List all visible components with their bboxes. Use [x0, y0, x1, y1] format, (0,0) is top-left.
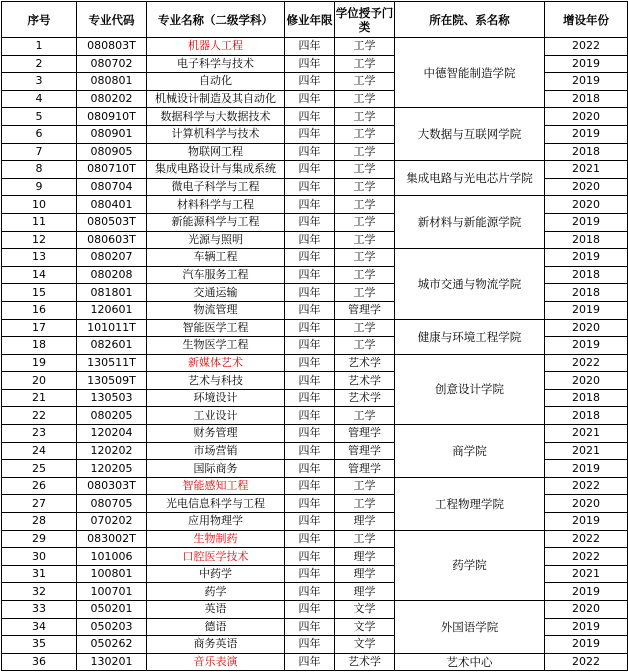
year-added-cell: 2022 — [545, 653, 628, 671]
degree-category-cell: 理学 — [335, 565, 395, 583]
serial-number-cell: 7 — [2, 143, 77, 161]
study-years-cell: 四年 — [285, 266, 335, 284]
study-years-cell: 四年 — [285, 601, 335, 619]
major-code-cell: 120601 — [77, 301, 147, 319]
year-added-cell: 2018 — [545, 231, 628, 249]
major-code-cell: 082601 — [77, 337, 147, 355]
year-added-cell: 2019 — [545, 301, 628, 319]
study-years-cell: 四年 — [285, 530, 335, 548]
year-added-cell: 2018 — [545, 389, 628, 407]
study-years-cell: 四年 — [285, 442, 335, 460]
study-years-cell: 四年 — [285, 249, 335, 267]
year-added-cell: 2020 — [545, 601, 628, 619]
major-code-cell: 050262 — [77, 636, 147, 654]
year-added-cell: 2019 — [545, 73, 628, 91]
serial-number-cell: 15 — [2, 284, 77, 302]
table-row — [2, 38, 628, 56]
degree-category-cell: 工学 — [335, 249, 395, 267]
study-years-cell: 四年 — [285, 301, 335, 319]
major-name-cell: 数据科学与大数据技术 — [147, 108, 285, 126]
degree-category-cell: 工学 — [335, 178, 395, 196]
serial-number-cell: 5 — [2, 108, 77, 126]
major-code-cell: 083002T — [77, 530, 147, 548]
department-cell: 集成电路与光电芯片学院 — [395, 161, 545, 196]
serial-number-cell: 22 — [2, 407, 77, 425]
table-row — [2, 108, 628, 126]
study-years-cell: 四年 — [285, 196, 335, 214]
major-code-cell: 080208 — [77, 266, 147, 284]
major-code-cell: 080205 — [77, 407, 147, 425]
study-years-cell: 四年 — [285, 460, 335, 478]
year-added-cell: 2022 — [545, 354, 628, 372]
degree-category-cell: 工学 — [335, 90, 395, 108]
year-added-cell: 2021 — [545, 565, 628, 583]
year-added-cell: 2022 — [545, 38, 628, 56]
major-code-cell: 050201 — [77, 601, 147, 619]
year-added-cell: 2022 — [545, 548, 628, 566]
year-added-cell: 2019 — [545, 337, 628, 355]
major-name-cell: 汽车服务工程 — [147, 266, 285, 284]
degree-category-cell: 工学 — [335, 143, 395, 161]
table-body — [2, 38, 628, 671]
serial-number-cell: 25 — [2, 460, 77, 478]
header-major-code: 专业代码 — [77, 2, 147, 38]
serial-number-cell: 18 — [2, 337, 77, 355]
major-name-cell: 机械设计制造及其自动化 — [147, 90, 285, 108]
major-name-cell: 光电信息科学与工程 — [147, 495, 285, 513]
major-name-cell: 音乐表演 — [147, 653, 285, 671]
serial-number-cell: 13 — [2, 249, 77, 267]
major-name-cell: 智能感知工程 — [147, 477, 285, 495]
study-years-cell: 四年 — [285, 161, 335, 179]
year-added-cell: 2021 — [545, 442, 628, 460]
study-years-cell: 四年 — [285, 477, 335, 495]
serial-number-cell: 27 — [2, 495, 77, 513]
major-code-cell: 080603T — [77, 231, 147, 249]
header-serial-number: 序号 — [2, 2, 77, 38]
study-years-cell: 四年 — [285, 108, 335, 126]
major-name-cell: 工业设计 — [147, 407, 285, 425]
year-added-cell: 2021 — [545, 161, 628, 179]
department-cell: 商学院 — [395, 425, 545, 478]
major-code-cell: 130201 — [77, 653, 147, 671]
major-name-cell: 光源与照明 — [147, 231, 285, 249]
major-name-cell: 材料科学与工程 — [147, 196, 285, 214]
degree-category-cell: 管理学 — [335, 460, 395, 478]
serial-number-cell: 8 — [2, 161, 77, 179]
major-code-cell: 120204 — [77, 425, 147, 443]
major-code-cell: 080910T — [77, 108, 147, 126]
year-added-cell: 2019 — [545, 618, 628, 636]
degree-category-cell: 管理学 — [335, 442, 395, 460]
degree-category-cell: 工学 — [335, 477, 395, 495]
study-years-cell: 四年 — [285, 636, 335, 654]
serial-number-cell: 16 — [2, 301, 77, 319]
study-years-cell: 四年 — [285, 513, 335, 531]
major-name-cell: 商务英语 — [147, 636, 285, 654]
major-name-cell: 生物医学工程 — [147, 337, 285, 355]
table-row — [2, 653, 628, 671]
major-code-cell: 080503T — [77, 213, 147, 231]
year-added-cell: 2019 — [545, 213, 628, 231]
major-code-cell: 080901 — [77, 125, 147, 143]
major-code-cell: 080702 — [77, 55, 147, 73]
degree-category-cell: 工学 — [335, 196, 395, 214]
study-years-cell: 四年 — [285, 73, 335, 91]
degree-category-cell: 工学 — [335, 73, 395, 91]
degree-category-cell: 理学 — [335, 583, 395, 601]
major-name-cell: 艺术与科技 — [147, 372, 285, 390]
major-name-cell: 物流管理 — [147, 301, 285, 319]
serial-number-cell: 14 — [2, 266, 77, 284]
department-cell: 大数据与互联网学院 — [395, 108, 545, 161]
major-code-cell: 080303T — [77, 477, 147, 495]
degree-category-cell: 管理学 — [335, 301, 395, 319]
degree-category-cell: 文学 — [335, 636, 395, 654]
serial-number-cell: 9 — [2, 178, 77, 196]
major-code-cell: 130503 — [77, 389, 147, 407]
major-name-cell: 新媒体艺术 — [147, 354, 285, 372]
major-code-cell: 080704 — [77, 178, 147, 196]
major-code-cell: 080905 — [77, 143, 147, 161]
serial-number-cell: 23 — [2, 425, 77, 443]
table-row — [2, 425, 628, 443]
year-added-cell: 2020 — [545, 196, 628, 214]
major-code-cell: 080803T — [77, 38, 147, 56]
table-row — [2, 249, 628, 267]
year-added-cell: 2020 — [545, 495, 628, 513]
study-years-cell: 四年 — [285, 213, 335, 231]
study-years-cell: 四年 — [285, 284, 335, 302]
serial-number-cell: 12 — [2, 231, 77, 249]
major-code-cell: 101011T — [77, 319, 147, 337]
degree-category-cell: 艺术学 — [335, 653, 395, 671]
degree-category-cell: 艺术学 — [335, 372, 395, 390]
degree-category-cell: 文学 — [335, 601, 395, 619]
department-cell: 药学院 — [395, 530, 545, 600]
year-added-cell: 2020 — [545, 178, 628, 196]
degree-category-cell: 工学 — [335, 284, 395, 302]
department-cell: 新材料与新能源学院 — [395, 196, 545, 249]
department-cell: 艺术中心 — [395, 653, 545, 671]
serial-number-cell: 20 — [2, 372, 77, 390]
degree-category-cell: 工学 — [335, 407, 395, 425]
degree-category-cell: 工学 — [335, 319, 395, 337]
header-year-added: 增设年份 — [545, 2, 628, 38]
major-code-cell: 100701 — [77, 583, 147, 601]
study-years-cell: 四年 — [285, 565, 335, 583]
degree-category-cell: 工学 — [335, 125, 395, 143]
degree-category-cell: 工学 — [335, 213, 395, 231]
table-row — [2, 477, 628, 495]
serial-number-cell: 2 — [2, 55, 77, 73]
study-years-cell: 四年 — [285, 618, 335, 636]
department-cell: 创意设计学院 — [395, 354, 545, 424]
major-name-cell: 应用物理学 — [147, 513, 285, 531]
year-added-cell: 2018 — [545, 90, 628, 108]
degree-category-cell: 工学 — [335, 231, 395, 249]
major-code-cell: 080801 — [77, 73, 147, 91]
serial-number-cell: 10 — [2, 196, 77, 214]
major-name-cell: 国际商务 — [147, 460, 285, 478]
major-name-cell: 英语 — [147, 601, 285, 619]
major-code-cell: 120202 — [77, 442, 147, 460]
major-name-cell: 口腔医学技术 — [147, 548, 285, 566]
major-name-cell: 生物制药 — [147, 530, 285, 548]
year-added-cell: 2018 — [545, 143, 628, 161]
study-years-cell: 四年 — [285, 38, 335, 56]
major-code-cell: 100801 — [77, 565, 147, 583]
serial-number-cell: 31 — [2, 565, 77, 583]
department-cell: 城市交通与物流学院 — [395, 249, 545, 319]
year-added-cell: 2020 — [545, 108, 628, 126]
study-years-cell: 四年 — [285, 548, 335, 566]
major-name-cell: 车辆工程 — [147, 249, 285, 267]
major-code-cell: 130509T — [77, 372, 147, 390]
degree-category-cell: 管理学 — [335, 425, 395, 443]
study-years-cell: 四年 — [285, 231, 335, 249]
degree-category-cell: 工学 — [335, 161, 395, 179]
serial-number-cell: 19 — [2, 354, 77, 372]
degree-category-cell: 工学 — [335, 337, 395, 355]
major-code-cell: 120205 — [77, 460, 147, 478]
major-name-cell: 自动化 — [147, 73, 285, 91]
header-study-years: 修业年限 — [285, 2, 335, 38]
year-added-cell: 2018 — [545, 266, 628, 284]
year-added-cell: 2021 — [545, 425, 628, 443]
department-cell: 健康与环境工程学院 — [395, 319, 545, 354]
serial-number-cell: 1 — [2, 38, 77, 56]
year-added-cell: 2019 — [545, 125, 628, 143]
serial-number-cell: 29 — [2, 530, 77, 548]
degree-category-cell: 工学 — [335, 530, 395, 548]
study-years-cell: 四年 — [285, 337, 335, 355]
major-code-cell: 130511T — [77, 354, 147, 372]
study-years-cell: 四年 — [285, 407, 335, 425]
year-added-cell: 2019 — [545, 636, 628, 654]
study-years-cell: 四年 — [285, 372, 335, 390]
degree-category-cell: 工学 — [335, 266, 395, 284]
header-major-name: 专业名称（二级学科） — [147, 2, 285, 38]
header-degree-category: 学位授予门类 — [335, 2, 395, 38]
serial-number-cell: 34 — [2, 618, 77, 636]
major-code-cell: 080202 — [77, 90, 147, 108]
degree-category-cell: 艺术学 — [335, 354, 395, 372]
major-code-cell: 070202 — [77, 513, 147, 531]
major-name-cell: 环境设计 — [147, 389, 285, 407]
study-years-cell: 四年 — [285, 583, 335, 601]
serial-number-cell: 28 — [2, 513, 77, 531]
majors-table — [1, 1, 628, 671]
degree-category-cell: 工学 — [335, 38, 395, 56]
major-name-cell: 电子科学与技术 — [147, 55, 285, 73]
major-name-cell: 智能医学工程 — [147, 319, 285, 337]
majors-table-container — [1, 1, 628, 671]
study-years-cell: 四年 — [285, 653, 335, 671]
major-code-cell: 080207 — [77, 249, 147, 267]
table-row — [2, 161, 628, 179]
major-name-cell: 计算机科学与技术 — [147, 125, 285, 143]
study-years-cell: 四年 — [285, 178, 335, 196]
serial-number-cell: 6 — [2, 125, 77, 143]
study-years-cell: 四年 — [285, 55, 335, 73]
major-code-cell: 080710T — [77, 161, 147, 179]
serial-number-cell: 35 — [2, 636, 77, 654]
table-row — [2, 530, 628, 548]
major-name-cell: 集成电路设计与集成系统 — [147, 161, 285, 179]
table-header-row — [2, 2, 628, 38]
year-added-cell: 2018 — [545, 284, 628, 302]
major-code-cell: 101006 — [77, 548, 147, 566]
serial-number-cell: 36 — [2, 653, 77, 671]
department-cell: 工程物理学院 — [395, 477, 545, 530]
year-added-cell: 2022 — [545, 530, 628, 548]
major-name-cell: 药学 — [147, 583, 285, 601]
degree-category-cell: 工学 — [335, 108, 395, 126]
degree-category-cell: 文学 — [335, 618, 395, 636]
study-years-cell: 四年 — [285, 425, 335, 443]
serial-number-cell: 24 — [2, 442, 77, 460]
table-row — [2, 196, 628, 214]
year-added-cell: 2019 — [545, 55, 628, 73]
major-name-cell: 市场营销 — [147, 442, 285, 460]
serial-number-cell: 17 — [2, 319, 77, 337]
study-years-cell: 四年 — [285, 90, 335, 108]
header-department: 所在院、系名称 — [395, 2, 545, 38]
degree-category-cell: 理学 — [335, 513, 395, 531]
major-code-cell: 081801 — [77, 284, 147, 302]
table-row — [2, 601, 628, 619]
study-years-cell: 四年 — [285, 125, 335, 143]
major-name-cell: 机器人工程 — [147, 38, 285, 56]
serial-number-cell: 11 — [2, 213, 77, 231]
study-years-cell: 四年 — [285, 389, 335, 407]
year-added-cell: 2020 — [545, 319, 628, 337]
major-name-cell: 财务管理 — [147, 425, 285, 443]
study-years-cell: 四年 — [285, 495, 335, 513]
serial-number-cell: 26 — [2, 477, 77, 495]
serial-number-cell: 33 — [2, 601, 77, 619]
major-name-cell: 中药学 — [147, 565, 285, 583]
major-name-cell: 微电子科学与工程 — [147, 178, 285, 196]
degree-category-cell: 工学 — [335, 55, 395, 73]
major-name-cell: 新能源科学与工程 — [147, 213, 285, 231]
study-years-cell: 四年 — [285, 354, 335, 372]
study-years-cell: 四年 — [285, 319, 335, 337]
serial-number-cell: 4 — [2, 90, 77, 108]
serial-number-cell: 3 — [2, 73, 77, 91]
serial-number-cell: 32 — [2, 583, 77, 601]
major-name-cell: 物联网工程 — [147, 143, 285, 161]
major-code-cell: 050203 — [77, 618, 147, 636]
major-code-cell: 080705 — [77, 495, 147, 513]
serial-number-cell: 30 — [2, 548, 77, 566]
year-added-cell: 2022 — [545, 477, 628, 495]
year-added-cell: 2019 — [545, 513, 628, 531]
degree-category-cell: 工学 — [335, 495, 395, 513]
year-added-cell: 2018 — [545, 407, 628, 425]
year-added-cell: 2019 — [545, 583, 628, 601]
major-code-cell: 080401 — [77, 196, 147, 214]
degree-category-cell: 艺术学 — [335, 389, 395, 407]
table-row — [2, 354, 628, 372]
major-name-cell: 交通运输 — [147, 284, 285, 302]
year-added-cell: 2019 — [545, 460, 628, 478]
department-cell: 中德智能制造学院 — [395, 38, 545, 108]
major-name-cell: 德语 — [147, 618, 285, 636]
study-years-cell: 四年 — [285, 143, 335, 161]
year-added-cell: 2020 — [545, 372, 628, 390]
serial-number-cell: 21 — [2, 389, 77, 407]
year-added-cell: 2019 — [545, 249, 628, 267]
degree-category-cell: 理学 — [335, 548, 395, 566]
table-row — [2, 319, 628, 337]
department-cell: 外国语学院 — [395, 601, 545, 654]
